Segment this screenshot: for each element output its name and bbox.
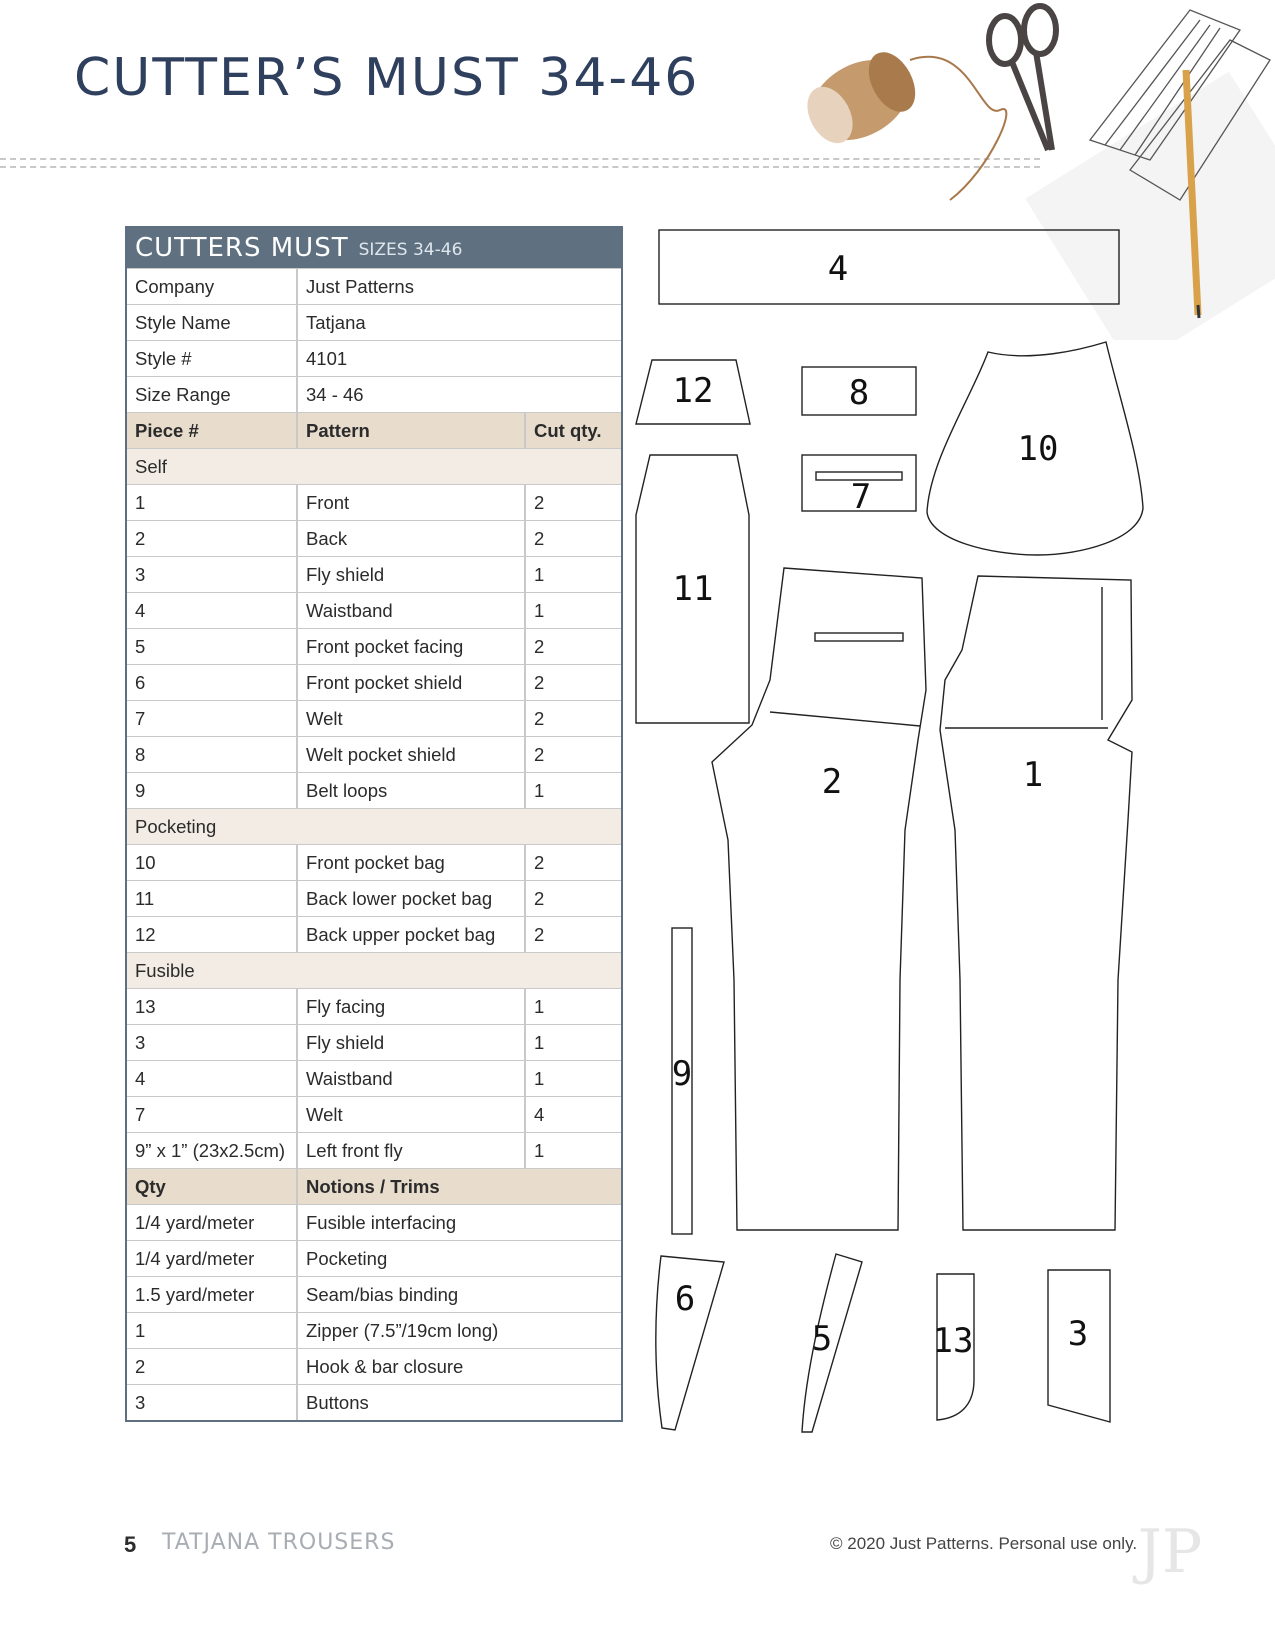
cut-qty: 1 — [534, 995, 545, 1017]
scissors-icon — [989, 6, 1056, 150]
piece-9-belt-loops — [672, 928, 692, 1234]
info-value: 34 - 46 — [306, 383, 364, 405]
cut-qty: 1 — [534, 779, 545, 801]
piece-number: 1 — [127, 485, 298, 520]
table-row — [127, 520, 621, 556]
pattern-name: Front pocket shield — [298, 665, 526, 700]
notion-item: Fusible interfacing — [306, 1211, 457, 1233]
piece-6-front-pocket-shield — [656, 1256, 724, 1430]
notion-item: Pocketing — [306, 1247, 388, 1269]
piece-label: 3 — [1067, 1314, 1089, 1354]
piece-number: 5 — [127, 629, 298, 664]
notions-header-row — [127, 1168, 621, 1204]
piece-number: 11 — [127, 881, 298, 916]
pattern-name: Front — [298, 485, 526, 520]
piece-8-welt-pocket-shield — [802, 367, 916, 415]
cut-qty: 1 — [534, 1067, 545, 1089]
piece-11-back-lower-pocket-bag — [636, 455, 749, 723]
copyright-notice: © 2020 Just Patterns. Personal use only. — [830, 1534, 1138, 1553]
piece-label: 12 — [672, 371, 714, 411]
section-row-fusible — [127, 952, 621, 988]
pattern-name: Fly shield — [298, 557, 526, 592]
piece-13-fly-facing — [933, 1274, 974, 1420]
piece-number: 8 — [127, 737, 298, 772]
section-label: Self — [135, 455, 167, 477]
table-row — [127, 1060, 621, 1096]
cut-qty: 1 — [534, 1139, 545, 1161]
table-row — [127, 988, 621, 1024]
table-row — [127, 664, 621, 700]
piece-number: 13 — [127, 989, 298, 1024]
notion-row — [127, 1240, 621, 1276]
pattern-name: Front pocket bag — [298, 845, 526, 880]
pattern-name: Back lower pocket bag — [298, 881, 526, 916]
piece-number: 7 — [127, 701, 298, 736]
column-header: Cut qty. — [534, 419, 602, 441]
notion-qty: 2 — [127, 1349, 298, 1384]
cut-qty: 1 — [534, 1031, 545, 1053]
info-row-style-number — [127, 340, 621, 376]
piece-number: 10 — [127, 845, 298, 880]
pattern-name: Back — [298, 521, 526, 556]
piece-label: 10 — [1017, 429, 1059, 469]
column-header: Pattern — [298, 413, 526, 448]
piece-number: 4 — [127, 593, 298, 628]
notion-row — [127, 1276, 621, 1312]
table-row — [127, 628, 621, 664]
cut-qty: 2 — [534, 671, 545, 693]
pattern-name: Welt pocket shield — [298, 737, 526, 772]
piece-label: 2 — [821, 762, 843, 802]
piece-7-welt — [802, 455, 916, 517]
table-title: CUTTERS MUST — [135, 233, 349, 263]
table-row — [127, 556, 621, 592]
notion-qty: 1/4 yard/meter — [127, 1205, 298, 1240]
notion-qty: 1 — [127, 1313, 298, 1348]
pattern-name: Fly facing — [298, 989, 526, 1024]
section-label: Pocketing — [135, 815, 217, 837]
column-header: Piece # — [127, 413, 298, 448]
table-subtitle: SIZES 34-46 — [358, 240, 463, 260]
piece-label: 9 — [671, 1054, 693, 1094]
info-label: Style # — [127, 341, 298, 376]
piece-3-fly-shield — [1048, 1270, 1110, 1422]
pattern-name: Back upper pocket bag — [298, 917, 526, 952]
notion-item: Zipper (7.5”/19cm long) — [306, 1319, 499, 1341]
piece-label: 6 — [674, 1279, 696, 1319]
cut-qty: 2 — [534, 527, 545, 549]
cut-qty: 2 — [534, 635, 545, 657]
piece-5-front-pocket-facing — [802, 1254, 862, 1432]
info-row-style-name — [127, 304, 621, 340]
cut-qty: 2 — [534, 707, 545, 729]
notion-row — [127, 1204, 621, 1240]
pattern-name: Waistband — [298, 1061, 526, 1096]
info-value: Just Patterns — [306, 275, 414, 297]
piece-label: 13 — [932, 1321, 974, 1361]
piece-12-back-upper-pocket-bag — [636, 360, 750, 424]
table-row — [127, 844, 621, 880]
piece-number: 6 — [127, 665, 298, 700]
notion-item: Hook & bar closure — [306, 1355, 464, 1377]
page-number: 5 — [124, 1532, 137, 1557]
piece-number: 2 — [127, 521, 298, 556]
pattern-name: Fly shield — [298, 1025, 526, 1060]
table-row — [127, 700, 621, 736]
table-row — [127, 772, 621, 808]
column-header: Notions / Trims — [306, 1175, 440, 1197]
piece-label: 4 — [827, 249, 849, 289]
info-row-size-range — [127, 376, 621, 412]
notion-row — [127, 1312, 621, 1348]
pattern-name: Waistband — [298, 593, 526, 628]
cut-qty: 2 — [534, 851, 545, 873]
notion-item: Buttons — [306, 1391, 369, 1413]
table-row — [127, 1024, 621, 1060]
cut-qty: 2 — [534, 923, 545, 945]
table-header — [127, 228, 621, 268]
piece-label: 5 — [811, 1319, 833, 1359]
section-row-self — [127, 448, 621, 484]
table-row — [127, 880, 621, 916]
pattern-name: Left front fly — [298, 1133, 526, 1168]
info-label: Style Name — [127, 305, 298, 340]
table-row — [127, 736, 621, 772]
thread-spool-icon — [800, 44, 1006, 200]
notion-qty: 3 — [127, 1385, 298, 1420]
cut-qty: 2 — [534, 743, 545, 765]
cut-qty: 1 — [534, 563, 545, 585]
pattern-name: Front pocket facing — [298, 629, 526, 664]
cut-qty: 2 — [534, 887, 545, 909]
piece-label: 1 — [1022, 755, 1044, 795]
notion-row — [127, 1384, 621, 1420]
table-row — [127, 1132, 621, 1168]
section-label: Fusible — [135, 959, 195, 981]
cut-qty: 1 — [534, 599, 545, 621]
piece-1-front — [940, 576, 1132, 1230]
info-label: Company — [127, 269, 298, 304]
piece-number: 3 — [127, 1025, 298, 1060]
piece-number: 12 — [127, 917, 298, 952]
cutters-must-table — [125, 226, 623, 1422]
piece-4-waistband — [659, 230, 1119, 304]
piece-label: 11 — [672, 569, 714, 609]
just-patterns-logo — [1130, 1510, 1210, 1590]
piece-number: 3 — [127, 557, 298, 592]
table-row — [127, 1096, 621, 1132]
piece-number: 4 — [127, 1061, 298, 1096]
svg-text:JP: JP — [1137, 1517, 1203, 1587]
page-title: CUTTER’S MUST 34-46 — [74, 48, 700, 108]
notion-qty: 1.5 yard/meter — [127, 1277, 298, 1312]
pattern-name: Welt — [298, 701, 526, 736]
info-label: Size Range — [127, 377, 298, 412]
piece-number: 9” x 1” (23x2.5cm) — [127, 1133, 298, 1168]
piece-label: 8 — [848, 373, 870, 413]
info-value: 4101 — [306, 347, 348, 369]
pattern-name: Belt loops — [298, 773, 526, 808]
info-row-company — [127, 268, 621, 304]
pattern-name: Welt — [298, 1097, 526, 1132]
piece-label: 7 — [850, 477, 872, 517]
notion-qty: 1/4 yard/meter — [127, 1241, 298, 1276]
table-row — [127, 592, 621, 628]
table-row — [127, 916, 621, 952]
notion-item: Seam/bias binding — [306, 1283, 459, 1305]
cut-qty: 2 — [534, 491, 545, 513]
pieces-header-row — [127, 412, 621, 448]
table-row — [127, 484, 621, 520]
column-header: Qty — [127, 1169, 298, 1204]
info-value: Tatjana — [306, 311, 366, 333]
footer-doc-title: TATJANA TROUSERS — [162, 1530, 396, 1555]
piece-10-front-pocket-bag — [927, 342, 1143, 555]
cut-qty: 4 — [534, 1103, 545, 1125]
piece-number: 9 — [127, 773, 298, 808]
pattern-pieces-diagram — [620, 220, 1160, 1440]
notion-row — [127, 1348, 621, 1384]
piece-2-back — [712, 568, 926, 1230]
piece-number: 7 — [127, 1097, 298, 1132]
section-row-pocketing — [127, 808, 621, 844]
